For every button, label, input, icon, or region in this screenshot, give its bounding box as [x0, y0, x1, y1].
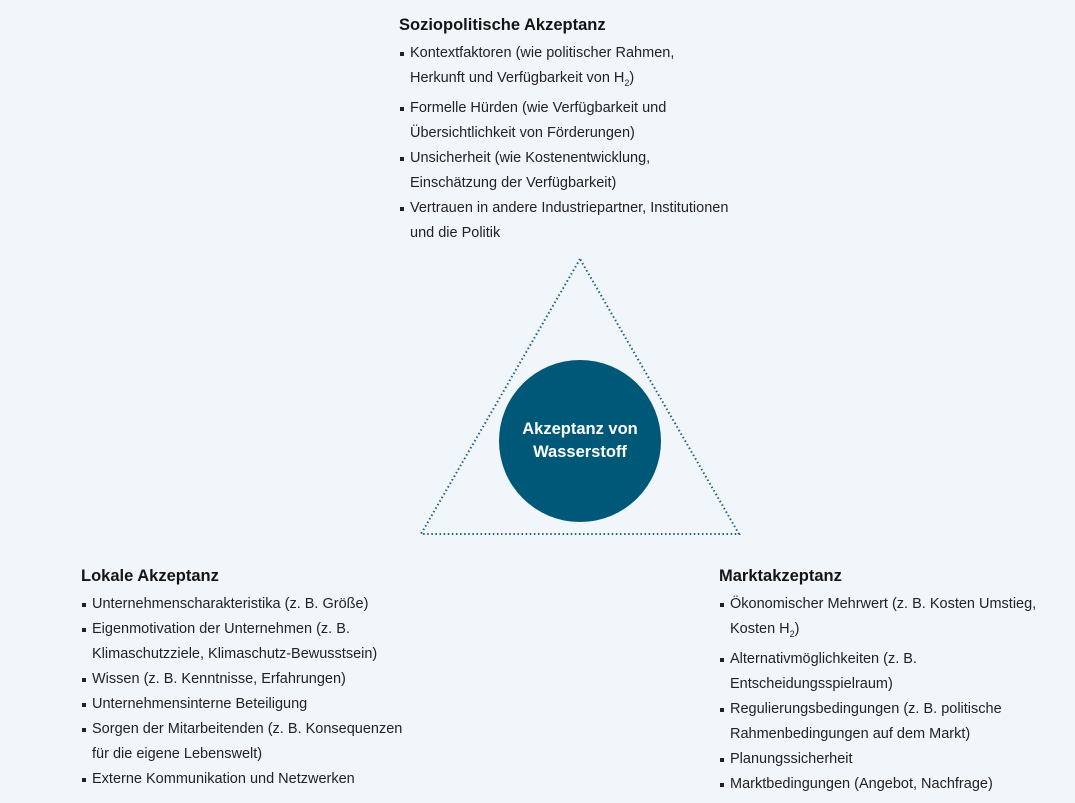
- list-item-line: Unternehmenscharakteristika (z. B. Größe): [92, 596, 369, 612]
- market-acceptance-block: [719, 567, 1075, 797]
- list-item-line: Klimaschutzziele, Klimaschutz-Bewusstsein): [92, 646, 378, 662]
- list-item-line: Alternativmöglichkeiten (z. B.: [730, 650, 917, 667]
- list-item-line: und die Politik: [410, 224, 501, 241]
- list-item: [81, 717, 461, 767]
- list-item-line: Sorgen der Mitarbeitenden (z. B. Konsequenzen: [92, 721, 403, 737]
- list-item-line: Vertrauen in andere Industriepartner, Institutionen: [410, 199, 729, 216]
- list-item-line: Marktbedingungen (Angebot, Nachfrage): [730, 775, 993, 792]
- list-item: [81, 592, 461, 617]
- list-item-line: Entscheidungsspielraum): [730, 675, 893, 692]
- list-item: [719, 592, 1075, 647]
- market-acceptance-title: Marktakzeptanz: [719, 567, 842, 585]
- center-label-line-2: Wasserstoff: [533, 443, 627, 461]
- local-acceptance-block: [81, 567, 461, 792]
- list-item: [81, 767, 461, 792]
- list-item-line: Herkunft und Verfügbarkeit von $H_2$): [410, 70, 635, 88]
- list-item-line: Unternehmensinterne Beteiligung: [92, 696, 308, 712]
- local-acceptance-title: Lokale Akzeptanz: [81, 567, 219, 585]
- local-acceptance-list: [81, 592, 461, 792]
- list-item-line: Rahmenbedingungen auf dem Markt): [730, 725, 971, 742]
- sociopolitical-acceptance-list: [399, 41, 779, 246]
- sociopolitical-acceptance-title: Soziopolitische Akzeptanz: [399, 16, 606, 34]
- list-item: [719, 697, 1075, 747]
- list-item: [81, 617, 461, 667]
- list-item: [81, 667, 461, 692]
- list-item-line: Formelle Hürden (wie Verfügbarkeit und: [410, 99, 667, 116]
- list-item: [81, 692, 461, 717]
- list-item-line: Kosten $H_2$): [730, 621, 800, 639]
- list-item: [719, 772, 1075, 797]
- list-item: [399, 146, 779, 196]
- list-item-line: für die eigene Lebenswelt): [92, 746, 263, 762]
- list-item: [399, 41, 779, 96]
- list-item-line: Einschätzung der Verfügbarkeit): [410, 174, 617, 191]
- list-item-line: Kontextfaktoren (wie politischer Rahmen,: [410, 45, 675, 61]
- list-item: [399, 96, 779, 146]
- list-item-line: Übersichtlichkeit von Förderungen): [410, 124, 635, 141]
- center-label: [499, 360, 661, 522]
- list-item-line: Wissen (z. B. Kenntnisse, Erfahrungen): [92, 671, 346, 687]
- list-item-line: Planungssicherheit: [730, 750, 853, 767]
- list-item-line: Ökonomischer Mehrwert (z. B. Kosten Umstieg,: [730, 596, 1037, 612]
- list-item-line: Regulierungsbedingungen (z. B. politische: [730, 700, 1002, 717]
- list-item: [399, 196, 779, 246]
- sociopolitical-acceptance-block: [399, 16, 779, 246]
- list-item-line: Eigenmotivation der Unternehmen (z. B.: [92, 621, 350, 637]
- market-acceptance-list: [719, 592, 1075, 797]
- list-item-line: Unsicherheit (wie Kostenentwicklung,: [410, 149, 651, 166]
- list-item-line: Externe Kommunikation und Netzwerken: [92, 771, 355, 787]
- center-label-line-1: Akzeptanz von: [522, 420, 638, 438]
- list-item: [719, 747, 1075, 772]
- list-item: [719, 647, 1075, 697]
